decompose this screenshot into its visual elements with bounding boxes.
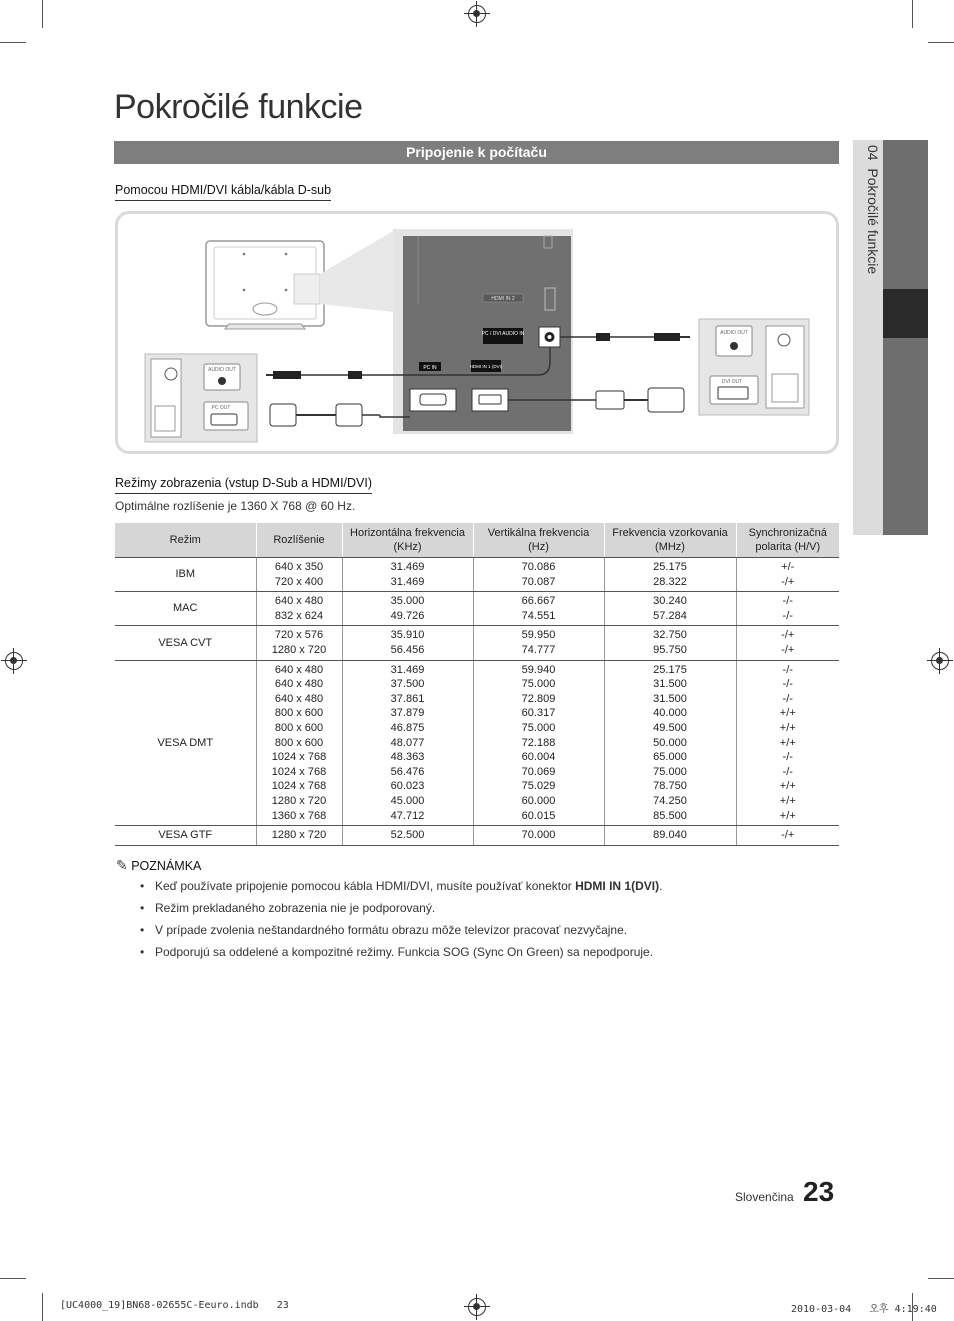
cell-sync-polarity-value: +/- [781, 561, 795, 573]
display-modes-table [115, 523, 839, 846]
registration-mark-icon [468, 1298, 486, 1316]
cell-vertical-frequency [473, 558, 604, 592]
table-row [115, 660, 839, 826]
cell-horizontal-frequency-value: 37.861 [390, 692, 425, 705]
cell-vertical-frequency [473, 626, 604, 660]
cell-resolution-value: 1024 x 768 [271, 765, 327, 778]
cell-resolution [256, 592, 342, 626]
cell-resolution-value: 640 x 480 [274, 678, 324, 691]
footer-language: Slovenčina [735, 1190, 794, 1204]
crop-mark [912, 0, 913, 28]
cell-clock-frequency-value: 31.500 [653, 692, 687, 705]
dsub-cable [270, 404, 410, 426]
cell-sync-polarity-value: -/+ [781, 829, 795, 842]
table-row [115, 558, 839, 592]
cell-horizontal-frequency-value: 45.000 [390, 794, 425, 807]
pc-in-label: PC IN [423, 365, 437, 371]
cell-resolution-value: 640 x 480 [274, 692, 324, 705]
cell-sync-polarity-value: +/+ [779, 809, 796, 822]
cell-clock-frequency-value: 50.000 [653, 736, 687, 749]
cell-sync-polarity-value: -/+ [781, 629, 795, 642]
registration-mark-icon [468, 5, 486, 23]
cell-vertical-frequency-value: 59.950 [521, 629, 556, 642]
cell-resolution [256, 558, 342, 592]
cell-vertical-frequency-value: 60.004 [521, 751, 556, 764]
pc-right-icon [699, 319, 809, 415]
cell-clock-frequency [604, 826, 736, 846]
cell-clock-frequency-value: 95.750 [653, 643, 687, 656]
cell-sync-polarity-value: +/+ [779, 780, 796, 793]
note-text: Podporujú sa oddelené a kompozitné režimy. Funkcia SOG (Sync On Green) sa nepodporuje. [155, 945, 654, 959]
cell-clock-frequency-value: 49.500 [653, 721, 687, 734]
cell-vertical-frequency [473, 826, 604, 846]
cell-resolution-value: 1024 x 768 [271, 780, 327, 793]
cell-mode: VESA DMT [115, 660, 256, 826]
column-header-resolution: Rozlíšenie [256, 523, 342, 558]
hdmi-in-1-dvi-label: HDMI IN 1 (DVI) [469, 364, 503, 369]
cell-resolution-value: 1280 x 720 [271, 829, 327, 842]
cell-vertical-frequency-value: 75.029 [521, 780, 556, 793]
cell-sync-polarity-value: -/- [782, 595, 793, 608]
section-title: Pripojenie k počítaču [114, 141, 839, 164]
cell-vertical-frequency-value: 70.069 [521, 765, 556, 778]
chapter-label: Pokročilé funkcie [865, 168, 881, 275]
cell-horizontal-frequency [342, 660, 473, 826]
cell-sync-polarity-value: -/- [782, 751, 793, 764]
cell-resolution-value: 1360 x 768 [271, 809, 327, 822]
cell-vertical-frequency-value: 75.000 [521, 678, 556, 691]
cell-vertical-frequency-value: 60.015 [521, 809, 556, 822]
side-tab-label [855, 145, 881, 305]
cell-sync-polarity-value: -/- [782, 678, 793, 691]
note-text-tail: . [659, 879, 663, 893]
print-slug-file: [UC4000_19]BN68-02655C-Eeuro.indb 23 [60, 1300, 289, 1311]
cell-resolution [256, 626, 342, 660]
cell-clock-frequency-value: 31.500 [653, 678, 687, 691]
cell-sync-polarity-value: -/- [782, 765, 793, 778]
cell-sync-polarity [736, 660, 839, 826]
cell-mode: IBM [115, 558, 256, 592]
cell-horizontal-frequency-value: 49.726 [390, 609, 425, 622]
column-header-vertical-frequency: Vertikálna frekvencia (Hz) [473, 523, 604, 558]
audio-out-right-label: AUDIO OUT [720, 330, 748, 336]
tv-rear-panel [393, 229, 573, 434]
audio-cable-right [560, 333, 690, 341]
pc-out-label: PC OUT [211, 405, 231, 411]
crop-mark [928, 1278, 954, 1279]
crop-mark [0, 42, 26, 43]
cell-resolution-value: 640 x 350 [274, 561, 324, 573]
column-header-sync-polarity: Synchronizačná polarita (H/V) [736, 523, 839, 558]
crop-mark [0, 1278, 26, 1279]
cell-horizontal-frequency-value: 35.910 [390, 629, 425, 642]
cell-clock-frequency [604, 592, 736, 626]
cell-resolution [256, 826, 342, 846]
cell-vertical-frequency-value: 74.777 [521, 643, 556, 656]
pc-left-icon [145, 354, 257, 442]
cell-sync-polarity [736, 558, 839, 592]
hdmi-in-2-label: HDMI IN 2 [491, 296, 515, 302]
cell-sync-polarity-value: +/+ [779, 721, 796, 734]
crop-mark [42, 1293, 43, 1321]
cell-clock-frequency-value: 40.000 [653, 707, 687, 720]
column-header-horizontal-frequency: Horizontálna frekvencia (KHz) [342, 523, 473, 558]
cell-sync-polarity-value: -/- [782, 663, 793, 676]
registration-mark-icon [931, 652, 949, 670]
cell-clock-frequency [604, 626, 736, 660]
cell-horizontal-frequency [342, 558, 473, 592]
cell-clock-frequency-value: 85.500 [653, 809, 687, 822]
cell-sync-polarity-value: +/+ [779, 736, 796, 749]
cell-horizontal-frequency-value: 31.469 [390, 561, 425, 573]
note-text-bold: HDMI IN 1(DVI) [575, 879, 660, 893]
cell-vertical-frequency [473, 660, 604, 826]
cell-clock-frequency-value: 25.175 [653, 663, 687, 676]
cell-resolution-value: 1024 x 768 [271, 751, 327, 764]
bullet-dot-icon: • [140, 945, 145, 959]
cell-clock-frequency-value: 25.175 [653, 561, 687, 573]
cell-vertical-frequency-value: 66.667 [521, 595, 556, 608]
cell-horizontal-frequency-value: 46.875 [390, 721, 425, 734]
note-text: V prípade zvolenia neštandardného formátu obrazu môže televízor pracovať nezvyčajne. [155, 923, 628, 937]
table-row [115, 592, 839, 626]
table-row [115, 626, 839, 660]
column-header-mode: Režim [115, 523, 256, 558]
cell-sync-polarity [736, 826, 839, 846]
cell-resolution-value: 720 x 576 [274, 629, 324, 642]
table-row [115, 826, 839, 846]
cell-horizontal-frequency-value: 37.879 [390, 707, 425, 720]
connection-diagram [115, 211, 839, 454]
cell-sync-polarity [736, 626, 839, 660]
cell-clock-frequency-value: 57.284 [653, 609, 687, 622]
crop-mark [928, 42, 954, 43]
cell-vertical-frequency-value: 70.086 [521, 561, 556, 573]
note-heading [116, 857, 201, 874]
cell-horizontal-frequency-value: 48.077 [390, 736, 425, 749]
print-slug-date: 2010-03-04 오후 4:19:40 [791, 1304, 937, 1315]
cell-horizontal-frequency-value: 37.500 [390, 678, 425, 691]
connection-diagram-illustration [118, 214, 836, 451]
cell-resolution-value: 1280 x 720 [271, 794, 327, 807]
cell-sync-polarity [736, 592, 839, 626]
cell-vertical-frequency-value: 70.000 [521, 829, 556, 842]
cell-clock-frequency-value: 89.040 [653, 829, 687, 842]
cell-sync-polarity-value: -/+ [781, 643, 795, 656]
cell-horizontal-frequency-value: 31.469 [390, 663, 425, 676]
cell-vertical-frequency [473, 592, 604, 626]
cell-clock-frequency-value: 75.000 [653, 765, 687, 778]
cell-sync-polarity-value: -/+ [781, 575, 795, 588]
cell-clock-frequency-value: 74.250 [653, 794, 687, 807]
cell-resolution-value: 640 x 480 [274, 663, 324, 676]
cell-horizontal-frequency [342, 592, 473, 626]
cell-vertical-frequency-value: 74.551 [521, 609, 556, 622]
cell-clock-frequency-value: 28.322 [653, 575, 687, 588]
side-tab-marker [883, 289, 928, 338]
cell-mode: MAC [115, 592, 256, 626]
modes-heading: Režimy zobrazenia (vstup D-Sub a HDMI/DVI) [115, 476, 372, 494]
cell-resolution [256, 660, 342, 826]
cell-clock-frequency-value: 30.240 [653, 595, 687, 608]
column-header-clock-frequency: Frekvencia vzorkovania (MHz) [604, 523, 736, 558]
cell-vertical-frequency-value: 60.000 [521, 794, 556, 807]
pc-dvi-audio-in-label: PC / DVI AUDIO IN [481, 331, 525, 337]
cell-vertical-frequency-value: 75.000 [521, 721, 556, 734]
optimal-resolution-text: Optimálne rozlíšenie je 1360 X 768 @ 60 Hz. [115, 499, 356, 513]
crop-mark [42, 0, 43, 28]
note-text [155, 879, 662, 893]
cell-horizontal-frequency-value: 31.469 [390, 575, 425, 588]
cell-horizontal-frequency-value: 48.363 [390, 751, 425, 764]
cell-vertical-frequency-value: 59.940 [521, 663, 556, 676]
note-text-main: Keď používate pripojenie pomocou kábla HDMI/DVI, musíte používať konektor [155, 879, 576, 893]
cell-horizontal-frequency-value: 56.476 [390, 765, 425, 778]
cell-horizontal-frequency-value: 56.456 [390, 643, 425, 656]
cell-horizontal-frequency [342, 826, 473, 846]
cell-vertical-frequency-value: 72.809 [521, 692, 556, 705]
cell-clock-frequency-value: 32.750 [653, 629, 687, 642]
cell-clock-frequency [604, 558, 736, 592]
cell-vertical-frequency-value: 70.087 [521, 575, 556, 588]
audio-out-left-label: AUDIO OUT [208, 367, 236, 373]
cell-mode: VESA CVT [115, 626, 256, 660]
cell-horizontal-frequency-value: 52.500 [390, 829, 425, 842]
dvi-out-label: DVI OUT [721, 379, 743, 385]
cell-clock-frequency-value: 65.000 [653, 751, 687, 764]
cell-vertical-frequency-value: 72.188 [521, 736, 556, 749]
bullet-dot-icon: • [140, 923, 145, 937]
cell-sync-polarity-value: -/- [782, 692, 793, 705]
cell-resolution-value: 800 x 600 [274, 707, 324, 720]
bullet-dot-icon: • [140, 901, 145, 915]
cell-clock-frequency [604, 660, 736, 826]
cell-sync-polarity-value: +/+ [779, 707, 796, 720]
note-text: Režim prekladaného zobrazenia nie je podporovaný. [155, 901, 436, 915]
diagram-heading: Pomocou HDMI/DVI kábla/kábla D-sub [115, 183, 331, 201]
cell-resolution-value: 800 x 600 [274, 736, 324, 749]
tv-icon [206, 241, 324, 329]
cell-horizontal-frequency-value: 35.000 [390, 595, 425, 608]
cell-vertical-frequency-value: 60.317 [521, 707, 556, 720]
registration-mark-icon [5, 652, 23, 670]
chapter-number: 04 [865, 145, 881, 161]
bullet-dot-icon: • [140, 879, 145, 893]
cell-sync-polarity-value: +/+ [779, 794, 796, 807]
cell-resolution-value: 640 x 480 [274, 595, 324, 608]
cell-resolution-value: 1280 x 720 [271, 643, 327, 656]
cell-sync-polarity-value: -/- [782, 609, 793, 622]
page-title: Pokročilé funkcie [114, 88, 363, 126]
page-number: 23 [803, 1176, 835, 1207]
cell-horizontal-frequency-value: 60.023 [390, 780, 425, 793]
cell-horizontal-frequency-value: 47.712 [390, 809, 425, 822]
cell-resolution-value: 720 x 400 [274, 575, 324, 588]
pencil-icon: ✎ [116, 857, 128, 873]
cell-mode: VESA GTF [115, 826, 256, 846]
cell-resolution-value: 832 x 624 [274, 609, 324, 622]
cell-resolution-value: 800 x 600 [274, 721, 324, 734]
note-title: POZNÁMKA [131, 859, 202, 873]
cell-horizontal-frequency [342, 626, 473, 660]
table-header-row [115, 523, 839, 558]
cell-clock-frequency-value: 78.750 [653, 780, 687, 793]
